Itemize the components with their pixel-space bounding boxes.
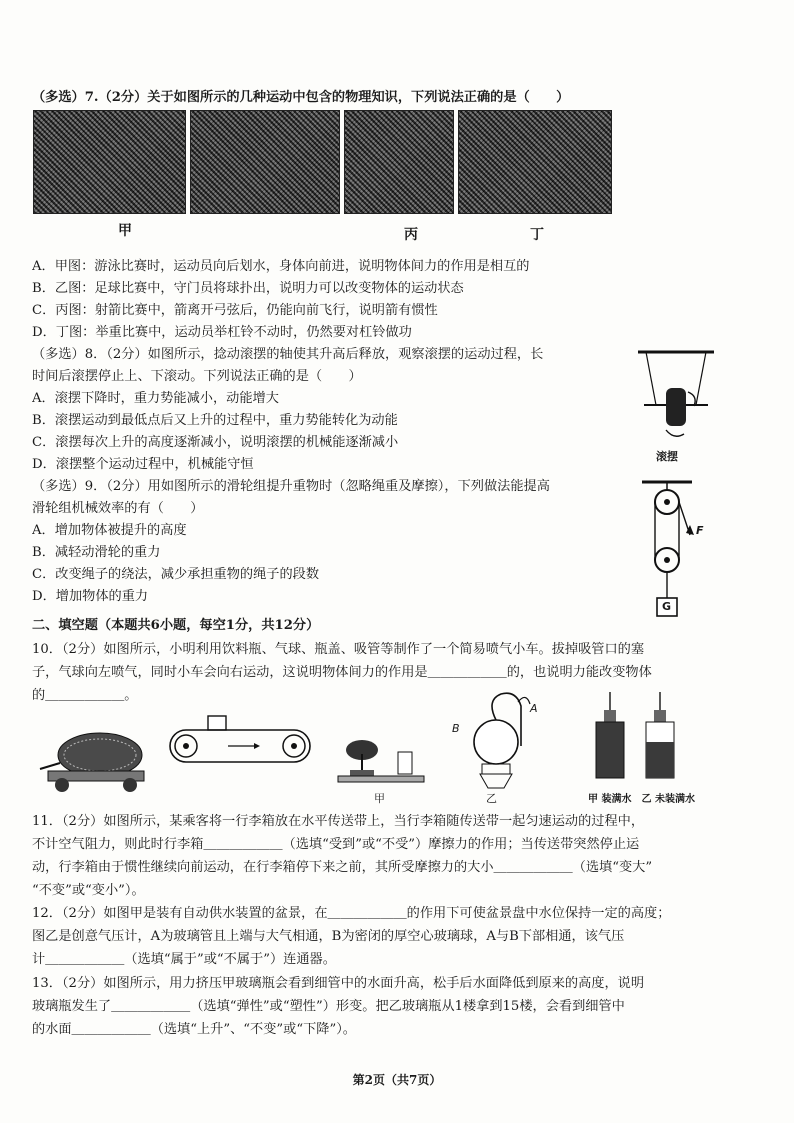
pulley-weight-label: G <box>662 600 672 613</box>
q10-line1: 10．（2分）如图所示，小明利用饮料瓶、气球、瓶盖、吸管等制作了一个简易喷气小车。拔掉吸管口的塞 <box>32 642 645 657</box>
q7-stem: （多选）7.（2分）关于如图所示的几种运动中包含的物理知识，下列说法正确的是（ ） <box>32 90 570 105</box>
q10-line2: 子，气球向左喷气，同时小车会向右运动，这说明物体间力的作用是＿＿＿＿＿＿的，也说明力能改变物体 <box>32 665 652 680</box>
q9-stem-line1: （多选）9．（2分）用如图所示的滑轮组提升重物时（忽略绳重及摩擦），下列做法能提高 <box>32 479 550 494</box>
q9-option-a: A．增加物体被提升的高度 <box>32 523 187 538</box>
conveyor-belt-figure <box>168 710 313 785</box>
q9-option-d: D．增加物体的重力 <box>32 589 149 604</box>
pendulum-label: 滚摆 <box>656 450 678 463</box>
bottle-labels: 甲 装满水 乙 未装满水 <box>588 794 695 805</box>
q11-line2: 不计空气阻力，则此时行李箱＿＿＿＿＿＿（选填“受到”或“不受”）摩擦力的作用；当传送带突然停止运 <box>32 837 640 852</box>
q12-line2: 图乙是创意气压计，A为玻璃管且上端与大气相通，B为密闭的厚空心玻璃球，A与B下部相通，该气压 <box>32 929 625 944</box>
caption-bing: 丙 <box>404 227 418 243</box>
q9-option-c: C．改变绳子的绕法，减少承担重物的绳子的段数 <box>32 567 320 582</box>
barometer-label-b: B <box>452 722 460 735</box>
rolling-pendulum-figure <box>636 350 716 450</box>
q7-option-a: A．甲图：游泳比赛时，运动员向后划水，身体向前进，说明物体间力的作用是相互的 <box>32 259 530 274</box>
q7-option-c: C．丙图：射箭比赛中，箭离开弓弦后，仍能向前飞行，说明箭有惯性 <box>32 303 438 318</box>
photo-swimming <box>33 110 186 214</box>
caption-jia: 甲 <box>118 223 132 239</box>
bottles-figure <box>590 690 700 790</box>
q13-line3: 的水面＿＿＿＿＿＿（选填“上升”、“不变”或“下降”）。 <box>32 1022 356 1037</box>
figure-jia-label: 甲 <box>374 792 385 805</box>
q7-option-b: B．乙图：足球比赛中，守门员将球扑出，说明力可以改变物体的运动状态 <box>32 281 464 296</box>
q9-stem-line2: 滑轮组机械效率的有（ ） <box>32 501 204 516</box>
q13-line1: 13．（2分）如图所示，用力挤压甲玻璃瓶会看到细管中的水面升高，松手后水面降低到原来的高度，说明 <box>32 976 645 991</box>
figure-yi-label: 乙 <box>486 792 497 805</box>
q9-option-b: B．减轻动滑轮的重力 <box>32 545 161 560</box>
q13-line2: 玻璃瓶发生了＿＿＿＿＿＿（选填“弹性”或“塑性”）形变。把乙玻璃瓶从1楼拿到15楼，会看到细管中 <box>32 999 625 1014</box>
q7-option-d: D．丁图：举重比赛中，运动员举杠铃不动时，仍然要对杠铃做功 <box>32 325 412 340</box>
q8-option-c: C．滚摆每次上升的高度逐渐减小，说明滚摆的机械能逐渐减小 <box>32 435 399 450</box>
photo-weightlifting <box>458 110 612 214</box>
photo-archery <box>344 110 454 214</box>
q11-line3: 动，行李箱由于惯性继续向前运动，在行李箱停下来之前，其所受摩擦力的大小＿＿＿＿＿＿（选填“变大” <box>32 860 653 875</box>
q8-option-a: A．滚摆下降时，重力势能减小，动能增大 <box>32 391 279 406</box>
caption-ding: 丁 <box>530 227 544 243</box>
pulley-force-label: F <box>696 524 704 537</box>
q10-line3: 的＿＿＿＿＿＿。 <box>32 688 138 703</box>
q11-line1: 11．（2分）如图所示，某乘客将一行李箱放在水平传送带上，当行李箱随传送带一起匀速运动的过程中， <box>32 814 645 829</box>
q11-line4: “不变”或“变小”）。 <box>32 883 145 898</box>
q12-line1: 12．（2分）如图甲是装有自动供水装置的盆景，在＿＿＿＿＿＿的作用下可使盆景盘中水位保持一定的高度； <box>32 906 671 921</box>
pulley-figure <box>638 480 708 620</box>
q8-stem-line2: 时间后滚摆停止上、下滚动。下列说法正确的是（ ） <box>32 369 362 384</box>
q12-line3: 计＿＿＿＿＿＿（选填“属于”或“不属于”）连通器。 <box>32 952 336 967</box>
q8-option-b: B．滚摆运动到最低点后又上升的过程中，重力势能转化为动能 <box>32 413 398 428</box>
jet-car-figure <box>40 725 150 795</box>
page-footer: 第2页（共7页） <box>352 1073 442 1087</box>
barometer-label-a: A <box>530 702 538 715</box>
section2-heading: 二、填空题（本题共6小题，每空1分，共12分） <box>32 618 320 633</box>
bonsai-figure <box>336 730 426 790</box>
photo-soccer <box>190 110 340 214</box>
q8-option-d: D．滚摆整个运动过程中，机械能守恒 <box>32 457 254 472</box>
q8-stem-line1: （多选）8．（2分）如图所示，捻动滚摆的轴使其升高后释放，观察滚摆的运动过程，长 <box>32 347 544 362</box>
